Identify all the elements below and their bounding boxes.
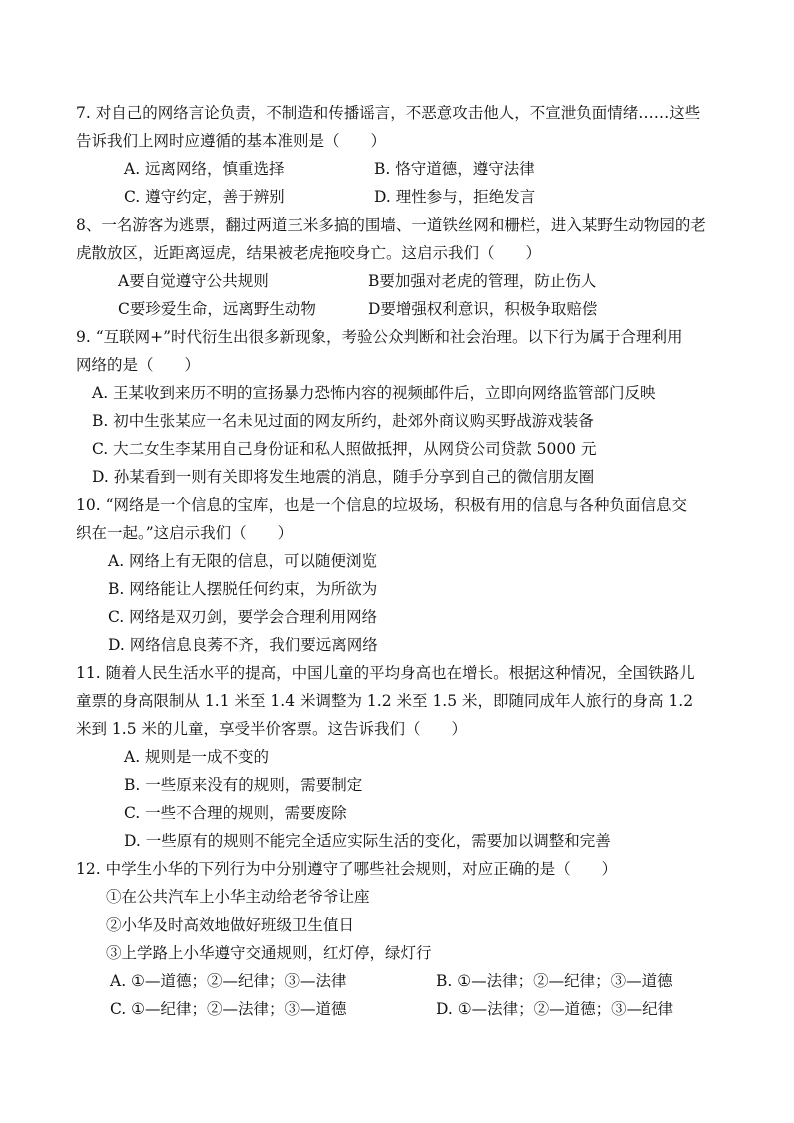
option-a: A. 王某收到来历不明的宣扬暴力恐怖内容的视频邮件后，立即向网络监管部门反映 (92, 384, 656, 402)
stem-line: 网络的是（ ） (76, 356, 201, 374)
option-b: B. 一些原来没有的规则，需要制定 (124, 776, 363, 794)
statement-item: ①在公共汽车上小华主动给老爷爷让座 (106, 888, 370, 906)
option-b: B. ①—法律；②—纪律；③—道德 (436, 972, 673, 990)
option-c: C. 遵守约定，善于辨别 (124, 188, 285, 206)
question-stem (76, 323, 734, 379)
option-c: C. 网络是双刃剑，要学会合理利用网络 (108, 608, 378, 626)
option-d: D. 一些原有的规则不能完全适应实际生活的变化，需要加以调整和完善 (124, 832, 611, 850)
stem-line: 11. 随着人民生活水平的提高，中国儿童的平均身高也在增长。根据这种情况，全国铁路儿 (76, 664, 695, 682)
options (76, 967, 734, 1023)
options (76, 379, 734, 491)
option-c: C. 大二女生李某用自己身份证和私人照做抵押，从网贷公司贷款 5000 元 (92, 440, 597, 458)
option-a: A. ①—道德；②—纪律；③—法律 (110, 972, 347, 990)
option-a: A. 网络上有无限的信息，可以随便浏览 (108, 552, 378, 570)
question-10 (76, 491, 734, 659)
option-c: C. 一些不合理的规则，需要废除 (124, 804, 347, 822)
question-stem (76, 99, 734, 155)
question-9 (76, 323, 734, 491)
option-a: A. 规则是一成不变的 (124, 748, 270, 766)
options (76, 547, 734, 659)
option-c: C要珍爱生命，远离野生动物 (118, 300, 316, 318)
stem-line: 虎散放区，近距离逗虎，结果被老虎拖咬身亡。这启示我们（ ） (76, 244, 542, 262)
stem-line: 8、一名游客为逃票，翻过两道三米多搞的围墙、一道铁丝网和栅栏，进入某野生动物园的老 (76, 216, 706, 234)
option-a: A要自觉遵守公共规则 (118, 272, 269, 290)
stem-line: 织在一起。”这启示我们（ ） (76, 524, 294, 542)
stem-line: 12. 中学生小华的下列行为中分别遵守了哪些社会规则，对应正确的是（ ） (76, 860, 618, 878)
stem-line: 米到 1.5 米的儿童，享受半价客票。这告诉我们（ ） (76, 720, 468, 738)
option-b: B. 初中生张某应一名未见过面的网友所约，赴郊外商议购买野战游戏装备 (92, 412, 594, 430)
question-7 (76, 99, 734, 211)
option-d: D. 网络信息良莠不齐，我们要远离网络 (108, 636, 378, 654)
question-stem (76, 211, 734, 267)
stem-line: 10. “网络是一个信息的宝库，也是一个信息的垃圾场，积极有用的信息与各种负面信息交 (76, 496, 688, 514)
option-d: D要增强权利意识，积极争取赔偿 (368, 300, 598, 318)
options (76, 155, 734, 211)
question-stem (76, 491, 734, 547)
question-stem (76, 659, 734, 743)
option-b: B. 恪守道德，遵守法律 (374, 160, 535, 178)
option-d: D. ①—法律；②—道德；③—纪律 (436, 1000, 674, 1018)
question-8 (76, 211, 734, 323)
question-12 (76, 855, 734, 1023)
options (76, 267, 734, 323)
statement-item: ②小华及时高效地做好班级卫生值日 (106, 916, 355, 934)
stem-line: 7. 对自己的网络言论负责，不制造和传播谣言，不恶意攻击他人，不宣泄负面情绪……这些 (76, 104, 701, 122)
stem-line: 9. “互联网+”时代衍生出很多新现象，考验公众判断和社会治理。以下行为属于合理利用 (76, 328, 683, 346)
options (76, 743, 734, 855)
stem-line: 告诉我们上网时应遵循的基本准则是（ ） (76, 132, 387, 150)
statement-items (76, 883, 734, 967)
statement-item: ③上学路上小华遵守交通规则，红灯停，绿灯行 (106, 944, 432, 962)
question-11 (76, 659, 734, 855)
option-b: B要加强对老虎的管理，防止伤人 (368, 272, 597, 290)
option-b: B. 网络能让人摆脱任何约束，为所欲为 (108, 580, 378, 598)
option-d: D. 理性参与，拒绝发言 (374, 188, 536, 206)
option-d: D. 孙某看到一则有关即将发生地震的消息，随手分享到自己的微信朋友圈 (92, 468, 595, 486)
option-a: A. 远离网络，慎重选择 (124, 160, 285, 178)
question-stem (76, 855, 734, 883)
option-c: C. ①—纪律；②—法律；③—道德 (110, 1000, 347, 1018)
stem-line: 童票的身高限制从 1.1 米至 1.4 米调整为 1.2 米至 1.5 米，即随同成年人旅行的身高 1.2 (76, 692, 694, 710)
